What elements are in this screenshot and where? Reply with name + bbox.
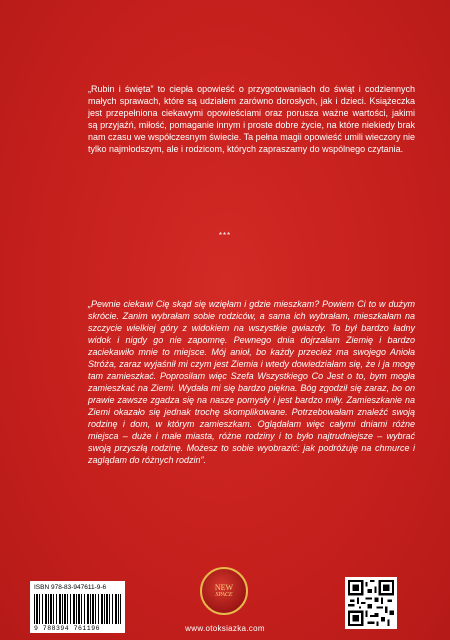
- qr-code-icon: [345, 577, 397, 629]
- isbn-label: ISBN 978-83-947611-9-6: [34, 584, 107, 591]
- website-url: www.otoksiazka.com: [185, 624, 265, 633]
- section-separator: ***: [218, 231, 232, 240]
- logo-line-2: SPACE: [215, 592, 233, 598]
- intro-paragraph: „Rubin i święta” to ciepła opowieść o przygotowaniach do świąt i codziennych małych sprawach, które są udziałem zarówno dorosłych, jak i dzieci. Książeczka jest przepełniona ciekawymi opowieściami oraz porusza ważne wartości, jakimi są przyjaźń, miłość, pomaganie innym i proste dobre życie, na które niekiedy brak nam czasu we współczesnym świecie. Ta pełna magii opowieść umili wieczory nie tylko najmłodszym, ale i rodzicom, których zapraszamy do wspólnego czytania.: [88, 84, 415, 154]
- barcode-number: 9 788394 761196: [34, 625, 101, 632]
- quote-paragraph: „Pewnie ciekawi Cię skąd się wzięłam i gdzie mieszkam? Powiem Ci to w dużym skrócie. Zanim wybrałam sobie rodziców, a sama ich wybrałam, mieszkałam na szczycie wielkiej góry z widokiem na wszystkie gwiazdy. To był bardzo ładny widok i nigdy go nie zapomnę. Pewnego dnia dojrzałam Ziemię i bardzo zaciekawiło mnie to miejsce. Mój anioł, bo każdy przecież ma swojego Anioła Stróża, zaraz wyjaśnił mi czym jest Ziemia i wtedy dowiedziałam się, że i ja mogę tam zamieszkać. Poprosiłam więc Szefa Wszystkiego Co Jest o to, bym mogła zamieszkać na Ziemi. Wydała mi się bardzo piękna. Bóg zgodził się zaraz, bo on prawie zawsze zgadza się na nasze pomysły i jest bardzo miły. Zamieszkanie na Ziemi okazało się jednak trochę skomplikowane. Potrzebowałam znaleźć swoją rodzinę i dom, w którym zamieszkam. Oglądałam więc całymi dniami różne miejsca – duże i małe miasta, różne rodziny i to było najtrudniejsze – wybrać swoją przyszłą rodzinę. Możesz to sobie wyobrazić: jak podróżuję na chmurce i zaglądam do różnych rodzin”.: [88, 299, 415, 465]
- publisher-logo: [200, 567, 248, 615]
- logo-line-1: NEW: [214, 583, 234, 592]
- barcode-bars: [34, 594, 121, 624]
